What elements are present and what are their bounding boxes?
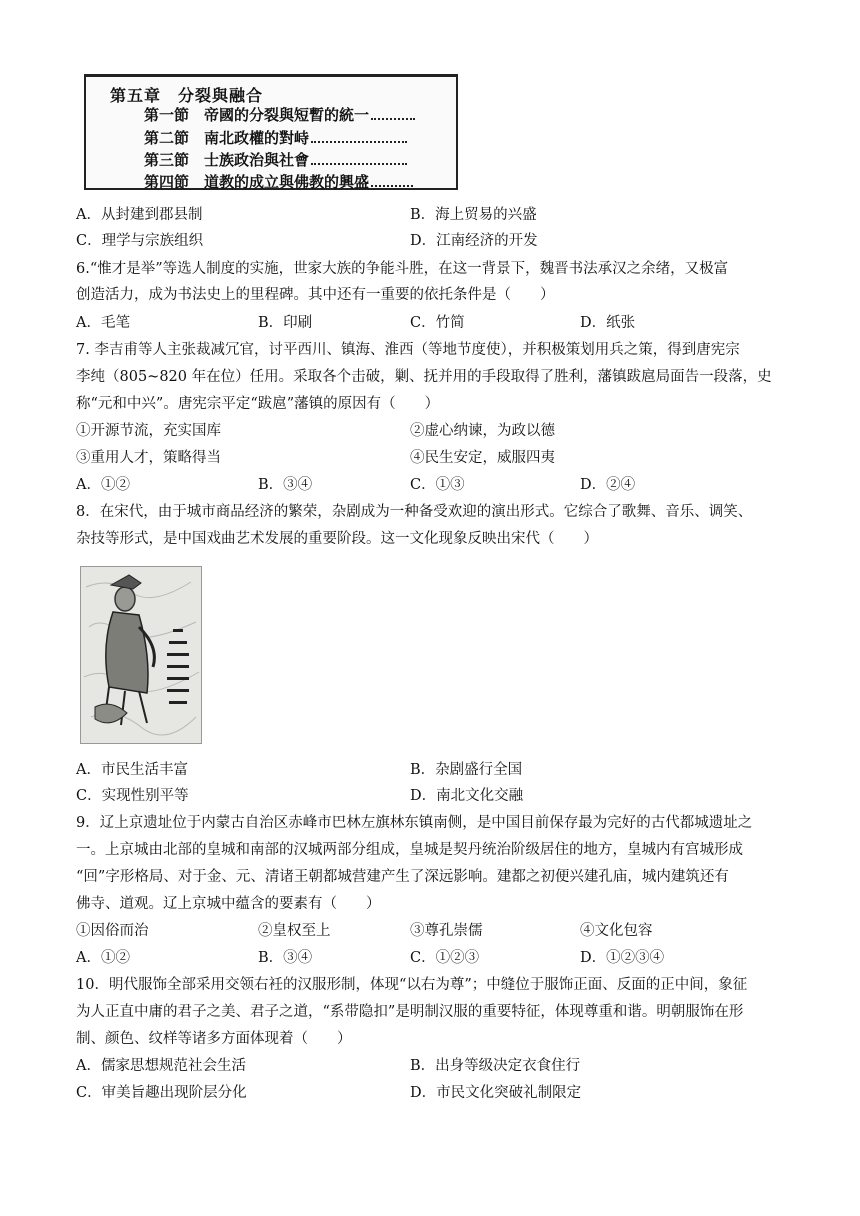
q7-option-c[interactable]: C．①③ [410, 477, 465, 493]
q7-stem-line-3: 称“元和中兴”。唐宪宗平定“跋扈”藩镇的原因有（ ） [76, 396, 440, 412]
table-of-contents-image [84, 74, 458, 190]
q5-option-c[interactable]: C．理学与宗族组织 [76, 233, 204, 249]
q7-option-b[interactable]: B．③④ [258, 477, 313, 493]
toc-section-2: 第二節 南北政權的對峙 [144, 127, 407, 148]
q5-option-a[interactable]: A．从封建到郡县制 [76, 207, 203, 223]
q8-stem-line-2: 杂技等形式，是中国戏曲艺术发展的重要阶段。这一文化现象反映出宋代（ ） [76, 531, 598, 547]
q7-option-d[interactable]: D．②④ [580, 477, 636, 493]
q9-stem-line-3: “回”字形格局、对于金、元、清诸王朝都城营建产生了深远影响。建都之初便兴建孔庙，城内建筑还有 [76, 869, 729, 885]
q10-option-b[interactable]: B．出身等级决定衣食住行 [410, 1058, 581, 1074]
q9-option-d[interactable]: D．①②③④ [580, 950, 665, 966]
zaju-actor-illustration [80, 566, 202, 744]
q7-item-1: ①开源节流，充实国库 [76, 423, 221, 439]
q8-option-c[interactable]: C．实现性别平等 [76, 788, 189, 804]
q9-item-4: ④文化包容 [580, 923, 653, 939]
q8-option-a[interactable]: A．市民生活丰富 [76, 762, 188, 778]
q7-item-2: ②虚心纳谏，为政以德 [410, 423, 555, 439]
q5-option-b[interactable]: B．海上贸易的兴盛 [410, 207, 537, 223]
q10-stem-line-2: 为人正直中庸的君子之美、君子之道，“系带隐扣”是明制汉服的重要特征，体现尊重和谐。明朝服饰在形 [76, 1004, 744, 1020]
q8-option-d[interactable]: D．南北文化交融 [410, 788, 524, 804]
q6-option-b[interactable]: B．印刷 [258, 315, 313, 331]
q10-option-a[interactable]: A．儒家思想规范社会生活 [76, 1058, 246, 1074]
q8-option-b[interactable]: B．杂剧盛行全国 [410, 762, 523, 778]
q7-item-3: ③重用人才，策略得当 [76, 450, 221, 466]
toc-section-1: 第一節 帝國的分裂與短暫的統一 [144, 104, 415, 125]
q9-item-3: ③尊孔崇儒 [410, 923, 483, 939]
q9-option-b[interactable]: B．③④ [258, 950, 313, 966]
q7-option-a[interactable]: A．①② [76, 477, 130, 493]
q7-item-4: ④民生安定，威服四夷 [410, 450, 555, 466]
q6-stem-line-1: 6.“惟才是举”等选人制度的实施，世家大族的争能斗胜，在这一背景下，魏晋书法承汉之余绪，又极富 [76, 261, 729, 277]
q5-option-d[interactable]: D．江南经济的开发 [410, 233, 538, 249]
q10-option-c[interactable]: C．审美旨趣出现阶层分化 [76, 1085, 247, 1101]
q9-option-c[interactable]: C．①②③ [410, 950, 480, 966]
q7-stem-line-2: 李纯（805~820 年在位）任用。采取各个击破，剿、抚并用的手段取得了胜利，藩镇跋扈局面告一段落，史 [76, 369, 772, 385]
q9-item-2: ②皇权至上 [258, 923, 331, 939]
zaju-figure-drawing [81, 567, 202, 744]
q9-stem-line-4: 佛寺、道观。辽上京城中蕴含的要素有（ ） [76, 896, 381, 912]
q10-option-d[interactable]: D．市民文化突破礼制限定 [410, 1085, 582, 1101]
q9-item-1: ①因俗而治 [76, 923, 149, 939]
q8-stem-line-1: 8．在宋代，由于城市商品经济的繁荣，杂剧成为一种备受欢迎的演出形式。它综合了歌舞、音乐、调笑、 [76, 504, 753, 520]
toc-chapter-title: 第五章 分裂與融合 [110, 86, 264, 105]
q6-stem-line-2: 创造活力，成为书法史上的里程碑。其中还有一重要的依托条件是（ ） [76, 287, 555, 303]
q6-option-a[interactable]: A．毛笔 [76, 315, 130, 331]
q7-stem-line-1: 7. 李吉甫等人主张裁减冗官，讨平西川、镇海、淮西（等地节度使），并积极策划用兵之策，得到唐宪宗 [76, 342, 740, 358]
toc-section-4: 第四節 道教的成立與佛教的興盛 [144, 171, 413, 192]
q10-stem-line-3: 制、颜色、纹样等诸多方面体现着（ ） [76, 1031, 352, 1047]
toc-section-3: 第三節 士族政治與社會 [144, 149, 407, 170]
q9-stem-line-1: 9．辽上京遗址位于内蒙古自治区赤峰市巴林左旗林东镇南侧，是中国目前保存最为完好的古代都城遗址之 [76, 815, 753, 831]
q9-stem-line-2: 一。上京城由北部的皇城和南部的汉城两部分组成，皇城是契丹统治阶级居住的地方，皇城内有宫城形成 [76, 842, 743, 858]
q6-option-d[interactable]: D．纸张 [580, 315, 636, 331]
q9-option-a[interactable]: A．①② [76, 950, 130, 966]
q6-option-c[interactable]: C．竹简 [410, 315, 465, 331]
q10-stem-line-1: 10．明代服饰全部采用交领右衽的汉服形制，体现“以右为尊”；中缝位于服饰正面、反面的正中间，象征 [76, 977, 748, 993]
